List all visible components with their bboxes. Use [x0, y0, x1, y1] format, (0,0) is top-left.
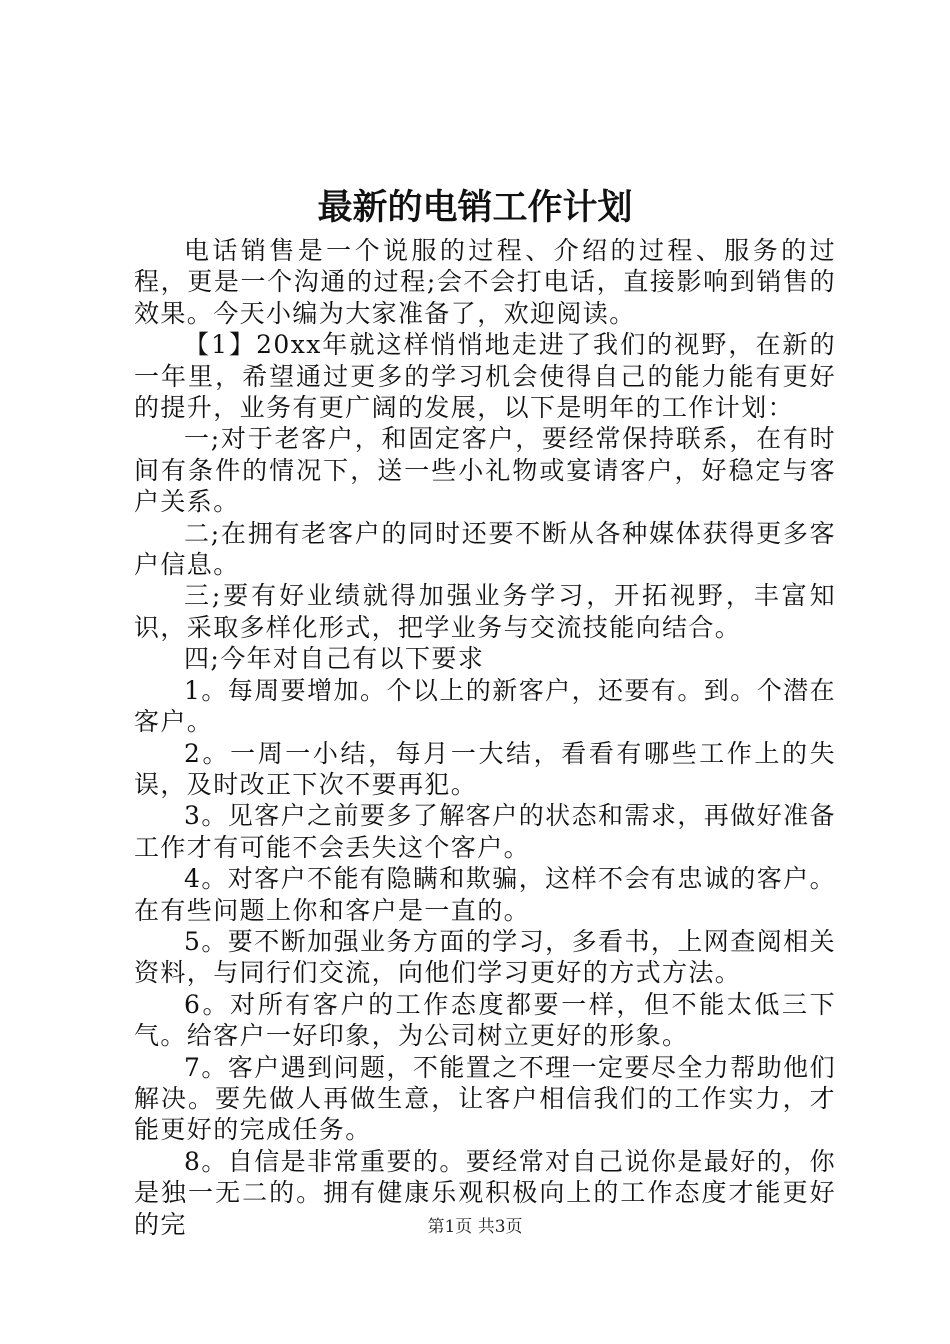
plan-item-4: 四;今年对自己有以下要求: [184, 644, 485, 674]
requirement-2: 2。一周一小结，每月一大结，看看有哪些工作上的失误，及时改正下次不要再犯。: [134, 738, 836, 799]
requirement-7: 7。客户遇到问题，不能置之不理一定要尽全力帮助他们解决。要先做人再做生意，让客户相信我们的工作实力，才能更好的完成任务。: [134, 1052, 836, 1145]
section-1-paragraph: 【1】20xx年就这样悄悄地走进了我们的视野，在新的一年里，希望通过更多的学习机会使得自己的能力能有更好的提升，业务有更广阔的发展，以下是明年的工作计划：: [134, 330, 836, 423]
requirement-6: 6。对所有客户的工作态度都要一样，但不能太低三下气。给客户一好印象，为公司树立更好的形象。: [134, 989, 836, 1051]
requirement-5: 5。要不断加强业务方面的学习，多看书，上网查阅相关资料，与同行们交流，向他们学习更好的方式方法。: [134, 926, 836, 988]
page-number: 第1页 共3页: [427, 1217, 523, 1237]
plan-item-2: 二;在拥有老客户的同时还要不断从各种媒体获得更多客户信息。: [134, 518, 836, 580]
intro-paragraph: 电话销售是一个说服的过程、介绍的过程、服务的过程，更是一个沟通的过程;会不会打电话，直接影响到销售的效果。今天小编为大家准备了，欢迎阅读。: [134, 236, 836, 328]
document-title: 最新的电销工作计划: [317, 188, 633, 228]
requirement-4: 4。对客户不能有隐瞒和欺骗，这样不会有忠诚的客户。在有些问题上你和客户是一直的。: [134, 864, 836, 925]
plan-item-3: 三;要有好业绩就得加强业务学习，开拓视野，丰富知识，采取多样化形式，把学业务与交流技能向结合。: [134, 581, 836, 642]
requirement-8: 8。自信是非常重要的。要经常对自己说你是最好的，你是独一无二的。拥有健康乐观积极向上的工作态度才能更好的完: [134, 1146, 836, 1239]
requirement-3: 3。见客户之前要多了解客户的状态和需求，再做好准备工作才有可能不会丢失这个客户。: [134, 801, 836, 862]
plan-item-1: 一;对于老客户，和固定客户，要经常保持联系，在有时间有条件的情况下，送一些小礼物或宴请客户，好稳定与客户关系。: [134, 424, 836, 517]
document-body: [134, 235, 836, 1240]
requirement-1: 1。每周要增加。个以上的新客户，还要有。到。个潜在客户。: [134, 675, 836, 737]
